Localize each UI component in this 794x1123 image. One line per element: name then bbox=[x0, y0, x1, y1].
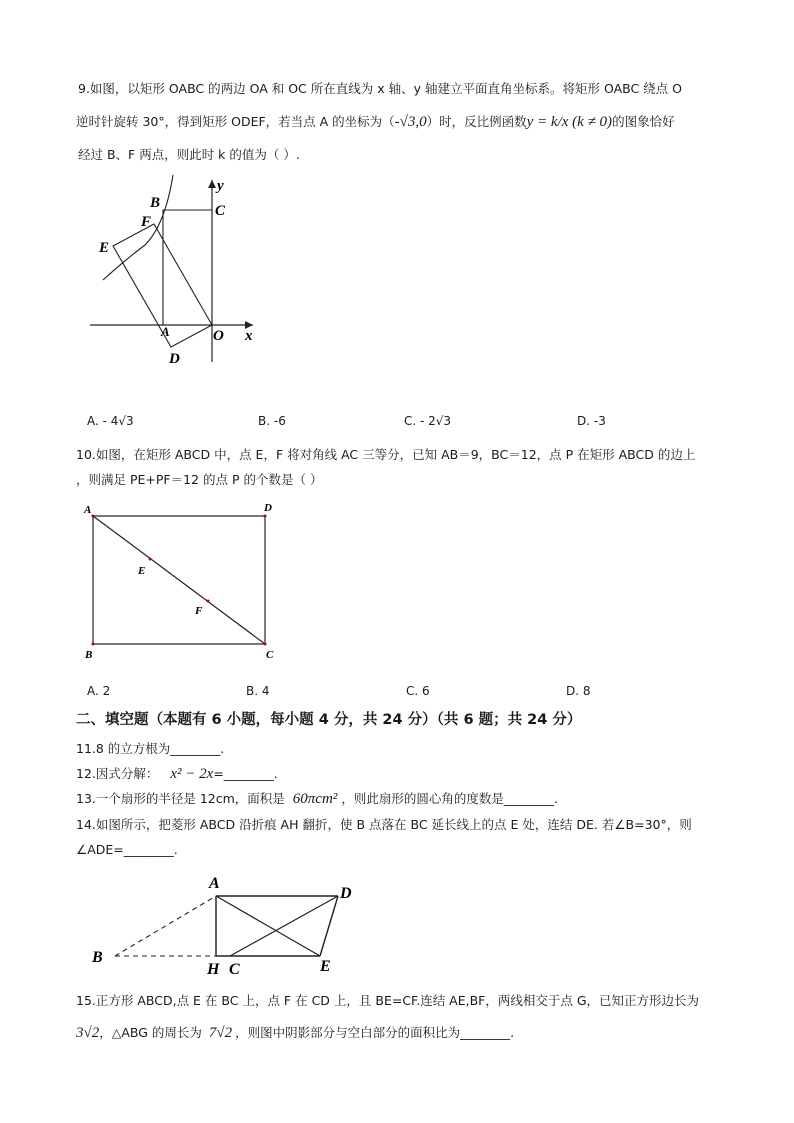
q14-label-c: C bbox=[229, 961, 240, 978]
q13-line bbox=[76, 791, 558, 807]
q10-point-f bbox=[207, 600, 210, 603]
q10-label-f: F bbox=[195, 605, 203, 617]
q9-label-e: E bbox=[99, 240, 110, 256]
q9-option-d[interactable]: D. -3 bbox=[577, 414, 606, 428]
q14-label-h: H bbox=[207, 961, 220, 978]
q9-label-y: y bbox=[217, 178, 224, 194]
q9-line2 bbox=[76, 114, 675, 130]
q9-option-a[interactable]: A. - 4√3 bbox=[87, 414, 134, 428]
q14-label-a: A bbox=[209, 875, 220, 892]
q9-label-o: O bbox=[213, 328, 224, 344]
q14-diagonal-ae bbox=[216, 896, 320, 956]
q15-end: ，则图中阴影部分与空白部分的面积比为________. bbox=[235, 1025, 515, 1040]
q9-line2-a: 逆时针旋转 30°，得到矩形 ODEF，若当点 A 的坐标为（ bbox=[76, 114, 395, 129]
q9-function: y = k/x (k ≠ 0) bbox=[526, 114, 613, 130]
q10-option-a[interactable]: A. 2 bbox=[87, 684, 111, 698]
q10-label-a: A bbox=[84, 504, 92, 516]
section-title-fill-in: 二、填空题（本题有 6 小题，每小题 4 分，共 24 分）（共 6 题；共 24 分） bbox=[76, 712, 582, 728]
q9-label-d: D bbox=[169, 351, 180, 367]
q9-label-x: x bbox=[245, 328, 253, 344]
q9-line2-b: ）时，反比例函数 bbox=[426, 114, 527, 129]
q9-label-c: C bbox=[215, 203, 226, 219]
q10-label-d: D bbox=[264, 502, 272, 514]
q10-label-b: B bbox=[85, 649, 93, 661]
q10-label-c: C bbox=[266, 649, 274, 661]
q10-option-d[interactable]: D. 8 bbox=[566, 684, 591, 698]
q10-line2: ，则满足 PE+PF＝12 的点 P 的个数是（ ） bbox=[76, 472, 323, 487]
q10-point-c bbox=[264, 643, 267, 646]
q15-side: 3√2 bbox=[76, 1025, 100, 1041]
q9-coord: -√3,0 bbox=[394, 114, 427, 130]
q14-label-d: D bbox=[340, 885, 352, 902]
q9-line2-c: 的图象恰好 bbox=[612, 114, 675, 129]
q14-line2: ∠ADE=________. bbox=[76, 842, 178, 857]
q9-option-b[interactable]: B. -6 bbox=[258, 414, 286, 428]
q9-figure bbox=[85, 170, 275, 370]
q10-option-c[interactable]: C. 6 bbox=[406, 684, 430, 698]
q9-line3: 经过 B、F 两点，则此时 k 的值为（ ）. bbox=[78, 147, 300, 162]
q14-line1: 14.如图所示，把菱形 ABCD 沿折痕 AH 翻折，使 B 点落在 BC 延长线上的点 E 处，连结 DE. 若∠B=30°，则 bbox=[76, 817, 692, 832]
q10-label-e: E bbox=[138, 565, 146, 577]
q14-label-e: E bbox=[320, 958, 331, 975]
q10-point-b bbox=[92, 643, 95, 646]
q10-point-a bbox=[92, 515, 95, 518]
q14-diagonal-dc bbox=[230, 896, 338, 956]
q9-option-c[interactable]: C. - 2√3 bbox=[404, 414, 452, 428]
q10-figure bbox=[78, 498, 283, 670]
q12-expr: x² − 2x bbox=[170, 766, 214, 782]
q11-text: 11.8 的立方根为________. bbox=[76, 741, 225, 756]
q9-label-a: A bbox=[161, 324, 170, 339]
q10-point-e bbox=[149, 558, 152, 561]
q13-expr: 60πcm² bbox=[292, 791, 338, 807]
q10-option-b[interactable]: B. 4 bbox=[246, 684, 270, 698]
q9-label-b: B bbox=[150, 195, 161, 211]
q13-suffix: ，则此扇形的圆心角的度数是________. bbox=[341, 791, 558, 806]
q15-line1: 15.正方形 ABCD,点 E 在 BC 上，点 F 在 CD 上，且 BE=CF.连结 AE,BF，两线相交于点 G，已知正方形边长为 bbox=[76, 993, 700, 1008]
q9-label-f: F bbox=[141, 214, 152, 230]
q10-diagonal-ac bbox=[93, 516, 265, 644]
q9-y-arrow-icon bbox=[208, 180, 216, 188]
q9-rect-oabc bbox=[163, 210, 212, 325]
q10-line1: 10.如图，在矩形 ABCD 中，点 E，F 将对角线 AC 三等分，已知 AB＝9，BC＝12，点 P 在矩形 ABCD 的边上 bbox=[76, 447, 696, 462]
q15-line2 bbox=[76, 1025, 514, 1041]
q10-point-d bbox=[264, 515, 267, 518]
q15-perimeter: 7√2 bbox=[208, 1025, 233, 1041]
q15-mid: ，△ABG 的周长为 bbox=[99, 1025, 202, 1040]
q12-line bbox=[76, 766, 278, 782]
q14-label-b: B bbox=[92, 949, 103, 966]
q14-dashed-ab bbox=[115, 896, 216, 956]
q12-suffix: =________. bbox=[213, 766, 278, 781]
q13-prefix: 13.一个扇形的半径是 12cm，面积是 bbox=[76, 791, 285, 806]
q9-line1: 9.如图，以矩形 OABC 的两边 OA 和 OC 所在直线为 x 轴、y 轴建立平面直角坐标系。将矩形 OABC 绕点 O bbox=[78, 81, 682, 96]
q14-figure bbox=[88, 870, 363, 980]
q12-prefix: 12.因式分解： bbox=[76, 766, 159, 781]
